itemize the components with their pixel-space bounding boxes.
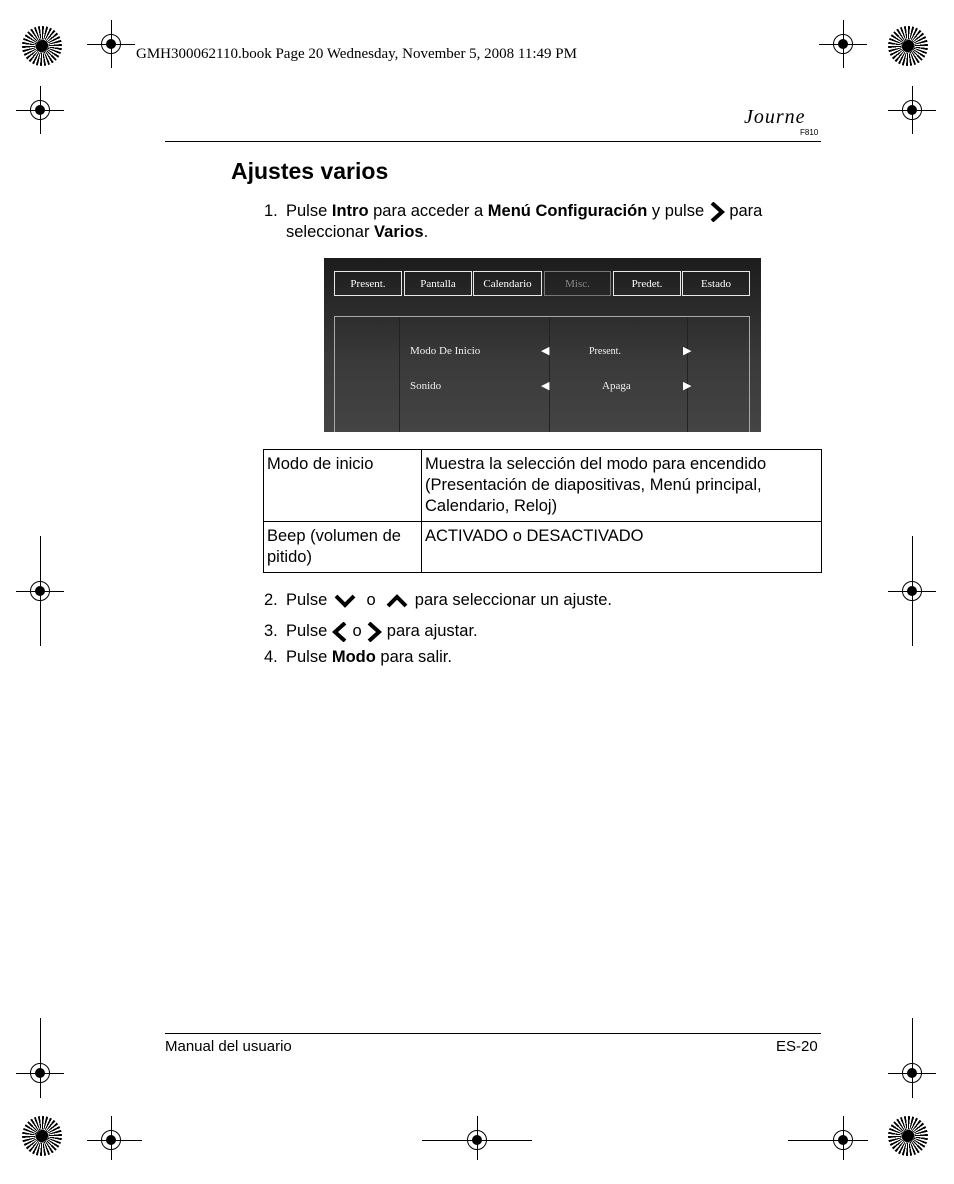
triangle-left-icon[interactable]: ◀ (541, 380, 550, 392)
chevron-right-icon (366, 622, 382, 642)
table-row (264, 522, 822, 573)
settings-table (263, 449, 822, 573)
starburst-icon (22, 1116, 62, 1156)
page-number: ES-20 (776, 1038, 818, 1055)
header-rule (165, 141, 821, 142)
table-cell-desc: Muestra la selección del modo para encendido (Presentación de diapositivas, Menú principal, Calendario, Reloj) (422, 450, 822, 522)
tab-misc[interactable]: Misc. (544, 271, 611, 296)
triangle-right-icon[interactable]: ▶ (683, 380, 692, 392)
starburst-icon (888, 1116, 928, 1156)
table-cell-desc: ACTIVADO o DESACTIVADO (422, 522, 822, 573)
triangle-right-icon[interactable]: ▶ (683, 345, 692, 357)
print-header: GMH300062110.book Page 20 Wednesday, November 5, 2008 11:49 PM (136, 46, 577, 62)
setting-label-modo: Modo De Inicio (410, 345, 481, 357)
table-cell-setting: Beep (volumen de pitido) (264, 522, 422, 573)
settings-panel (334, 316, 750, 432)
step-1: 1. Pulse Intro para acceder a Menú Configuración y pulse para seleccionar Varios. (264, 202, 763, 241)
table-cell-setting: Modo de inicio (264, 450, 422, 522)
tab-pantalla[interactable]: Pantalla (404, 271, 472, 296)
step-2: 2. Pulse o para seleccionar un ajuste. (264, 591, 613, 609)
tab-present[interactable]: Present. (334, 271, 402, 296)
chevron-down-icon (332, 593, 358, 609)
brand-logo: Journe (744, 106, 806, 128)
step-3: 3. Pulse o para ajustar. (264, 622, 478, 640)
step-number: 1. (264, 202, 278, 220)
chevron-left-icon (332, 622, 348, 642)
tab-predet[interactable]: Predet. (613, 271, 681, 296)
setting-value-modo: Present. (589, 346, 621, 357)
setting-value-sonido: Apaga (602, 380, 631, 392)
triangle-left-icon[interactable]: ◀ (541, 345, 550, 357)
table-row (264, 450, 822, 522)
starburst-icon (22, 26, 62, 66)
step-4: 4. Pulse Modo para salir. (264, 648, 452, 666)
model-number: F810 (800, 128, 819, 137)
chevron-up-icon (384, 593, 410, 609)
starburst-icon (888, 26, 928, 66)
tab-calendario[interactable]: Calendario (473, 271, 542, 296)
chevron-right-icon (709, 202, 725, 222)
tab-estado[interactable]: Estado (682, 271, 750, 296)
footer-rule (165, 1033, 821, 1034)
setting-label-sonido: Sonido (410, 380, 442, 392)
device-screen (324, 258, 761, 432)
footer-manual-title: Manual del usuario (165, 1038, 292, 1055)
section-title: Ajustes varios (231, 158, 389, 184)
